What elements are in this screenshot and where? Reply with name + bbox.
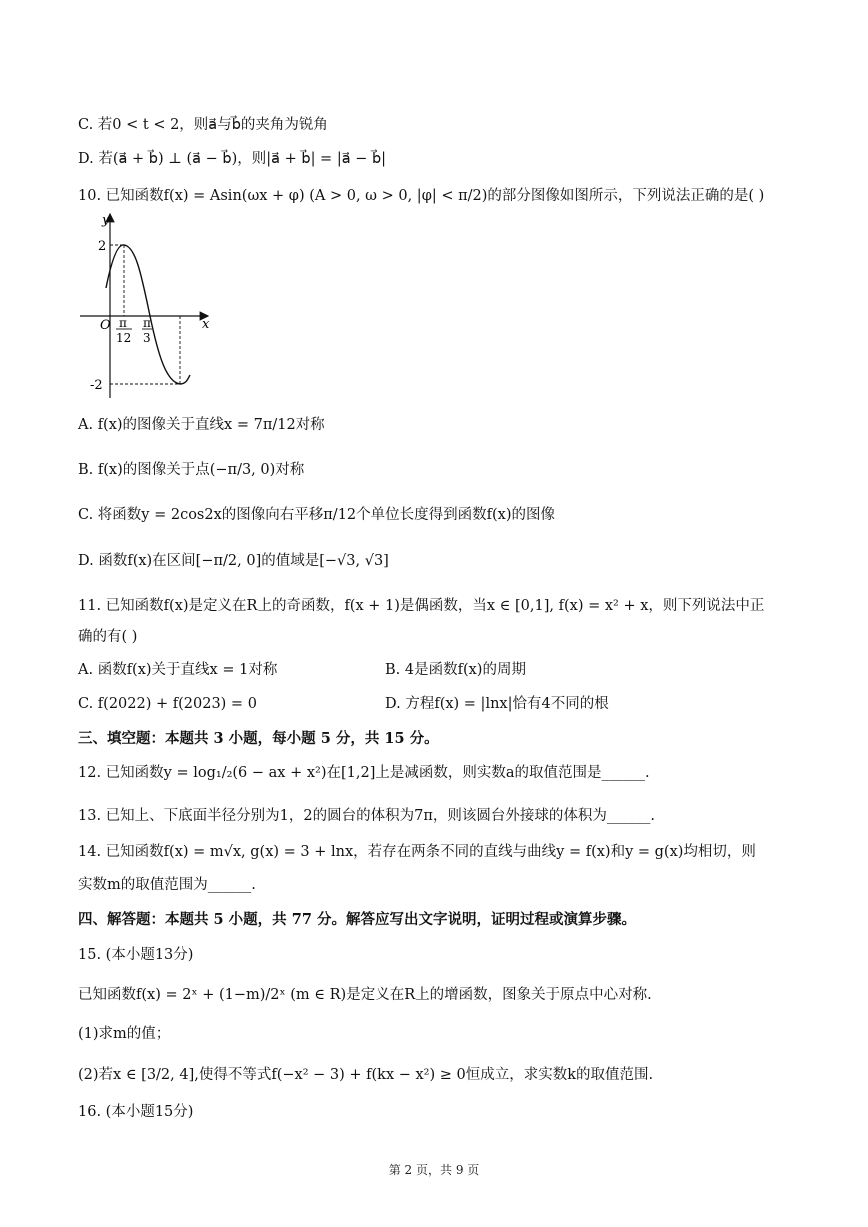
q15-part1: (1)求m的值；	[78, 1026, 171, 1042]
page-footer: 第 2 页，共 9 页	[388, 1163, 480, 1177]
q11-stem-line1: 11. 已知函数f(x)是定义在R上的奇函数，f(x + 1)是偶函数，当x ∈ [0,1], f(x) = x² + x，则下列说法中正	[78, 598, 765, 614]
q13: 13. 已知上、下底面半径分别为1，2的圆台的体积为7π，则该圆台外接球的体积为______.	[78, 808, 655, 824]
tick1-numerator: π	[119, 316, 127, 330]
tick2-numerator: π	[143, 316, 151, 330]
section-4-heading: 四、解答题：本题共 5 小题，共 77 分。解答应写出文字说明，证明过程或演算步骤。	[78, 911, 636, 928]
q10-option-b: B. f(x)的图像关于点(−π/3, 0)对称	[78, 462, 305, 478]
q12: 12. 已知函数y = log₁/₂(6 − ax + x²)在[1,2]上是减函数，则实数a的取值范围是______.	[78, 765, 650, 781]
q15-part2: (2)若x ∈ [3/2, 4],使得不等式f(−x² − 3) + f(kx − x²) ≥ 0恒成立，求实数k的取值范围.	[78, 1067, 654, 1083]
q15-stem: 已知函数f(x) = 2ˣ + (1−m)/2ˣ (m ∈ R)是定义在R上的增函数，图象关于原点中心对称.	[78, 987, 652, 1003]
q14-line2: 实数m的取值范围为______.	[78, 877, 256, 893]
q14-line1: 14. 已知函数f(x) = m√x, g(x) = 3 + lnx，若存在两条不同的直线与曲线y = f(x)和y = g(x)均相切，则	[78, 844, 756, 860]
q10-option-c: C. 将函数y = 2cos2x的图像向右平移π/12个单位长度得到函数f(x)的图像	[78, 507, 555, 523]
q11-option-c: C. f(2022) + f(2023) = 0	[78, 696, 257, 712]
y-max-label: 2	[98, 239, 107, 254]
x-axis-label: x	[202, 317, 210, 332]
q10-option-a: A. f(x)的图像关于直线x = 7π/12对称	[78, 417, 325, 433]
q10-stem: 10. 已知函数f(x) = Asin(ωx + φ) (A > 0, ω > 0, |φ| < π/2)的部分图像如图所示，下列说法正确的是( )	[78, 188, 765, 204]
q10-option-d: D. 函数f(x)在区间[−π/2, 0]的值域是[−√3, √3]	[78, 553, 389, 569]
y-min-label: -2	[90, 378, 103, 393]
q11-stem-line2: 确的有( )	[78, 629, 138, 645]
q11-option-b: B. 4是函数f(x)的周期	[385, 662, 526, 678]
q9-option-d: D. 若(a⃗ + b⃗) ⊥ (a⃗ − b⃗)，则|a⃗ + b⃗| = |a⃗ − b⃗|	[78, 151, 387, 167]
y-axis-label: y	[102, 213, 110, 228]
section-3-heading: 三、填空题：本题共 3 小题，每小题 5 分，共 15 分。	[78, 730, 439, 747]
q11-option-d: D. 方程f(x) = |lnx|恰有4不同的根	[385, 696, 609, 712]
q9-option-c: C. 若0 < t < 2，则a⃗与b⃗的夹角为锐角	[78, 117, 328, 133]
q11-option-a: A. 函数f(x)关于直线x = 1对称	[78, 662, 278, 678]
q15-heading: 15. (本小题13分)	[78, 947, 194, 963]
tick2-denominator: 3	[143, 331, 151, 345]
sine-curve	[106, 245, 190, 384]
tick1-denominator: 12	[116, 331, 132, 345]
q16-heading: 16. (本小题15分)	[78, 1104, 194, 1120]
sine-graph-figure	[78, 208, 228, 403]
origin-label: O	[100, 318, 111, 333]
